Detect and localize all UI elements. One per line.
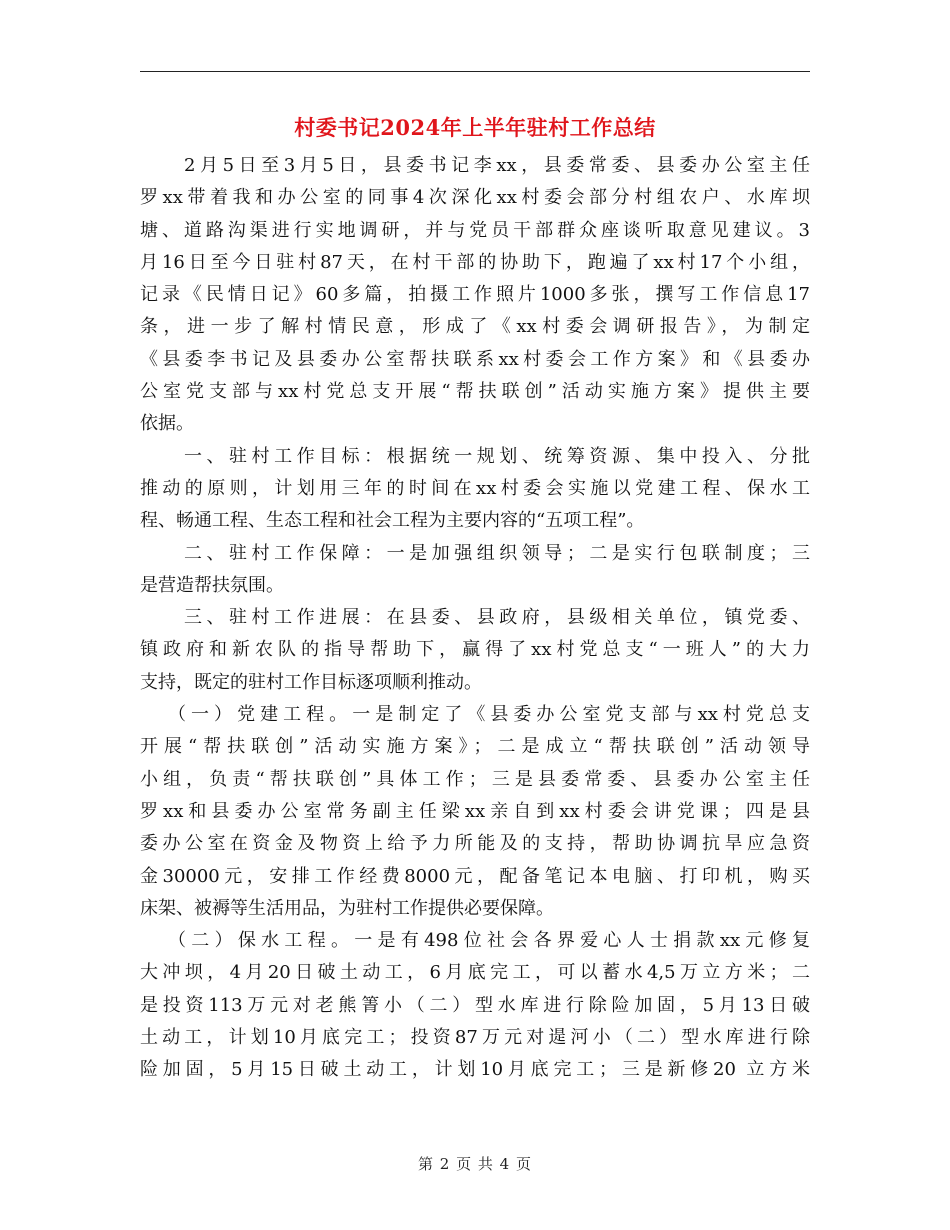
text-line: 床架、被褥等生活用品，为驻村工作提供必要保障。 [140, 897, 554, 919]
text-line: 一、驻村工作目标：根据统一规划、统筹资源、集中投入、分批 [184, 445, 810, 467]
text-line: 罗xx带着我和办公室的同事4次深化xx村委会部分村组农户、水库坝 [140, 187, 810, 209]
text-line: 是投资113万元对老熊箐小（二）型水库进行除险加固，5月13日破 [140, 994, 810, 1016]
text-line: （二）保水工程。一是有498位社会各界爱心人士捐款xx元修复 [168, 930, 810, 952]
text-line: 推动的原则，计划用三年的时间在xx村委会实施以党建工程、保水工 [140, 477, 810, 499]
text-line: 土动工，计划10月底完工；投资87万元对遈河小（二）型水库进行除 [140, 1027, 810, 1049]
header-rule [140, 71, 810, 72]
text-line: （一）党建工程。一是制定了《县委办公室党支部与xx村党总支 [168, 704, 810, 726]
text-line: 塘、道路沟渠进行实地调研，并与党员干部群众座谈听取意见建议。3 [140, 219, 810, 241]
text-line: 《县委李书记及县委办公室帮扶联系xx村委会工作方案》和《县委办 [140, 348, 810, 370]
text-line: 2月5日至3月5日，县委书记李xx，县委常委、县委办公室主任 [184, 155, 810, 176]
text-line: 公室党支部与xx村党总支开展“帮扶联创”活动实施方案》提供主要 [140, 381, 810, 403]
text-line: 依据。 [140, 413, 194, 435]
text-line: 小组，负责“帮扶联创”具体工作；三是县委常委、县委办公室主任 [140, 768, 810, 790]
text-line: 条，进一步了解村情民意，形成了《xx村委会调研报告》，为制定 [140, 316, 810, 338]
text-line: 开展“帮扶联创”活动实施方案》；二是成立“帮扶联创”活动领导 [140, 736, 810, 758]
text-line: 是营造帮扶氛围。 [140, 574, 284, 596]
text-line: 大冲坝，4月20日破土动工，6月底完工，可以蓄水4,5万立方米；二 [140, 962, 810, 984]
document-body [140, 150, 810, 1087]
text-line: 罗xx和县委办公室常务副主任梁xx亲自到xx村委会讲党课；四是县 [140, 800, 810, 822]
text-line: 委办公室在资金及物资上给予力所能及的支持，帮助协调抗旱应急资 [140, 833, 810, 855]
document-title: 村委书记2024年上半年驻村工作总结 [294, 115, 656, 140]
text-line: 支持，既定的驻村工作目标逐项顺利推动。 [140, 671, 482, 693]
text-line: 二、驻村工作保障：一是加强组织领导；二是实行包联制度；三 [184, 542, 810, 564]
page-footer: 第 2 页 共 4 页 [418, 1155, 532, 1173]
text-line: 程、畅通工程、生态工程和社会工程为主要内容的“五项工程”。 [140, 510, 645, 532]
text-line: 镇政府和新农队的指导帮助下，赢得了xx村党总支“一班人”的大力 [140, 639, 810, 661]
text-line: 记录《民情日记》60多篇，拍摄工作照片1000多张，撰写工作信息17 [140, 284, 810, 306]
text-line: 金30000元，安排工作经费8000元，配备笔记本电脑、打印机，购买 [140, 865, 810, 887]
text-line: 三、驻村工作进展：在县委、县政府，县级相关单位，镇党委、 [184, 607, 810, 629]
text-line: 险加固，5月15日破土动工，计划10月底完工；三是新修20 立方米 [140, 1059, 810, 1081]
text-line: 月16日至今日驻村87天，在村干部的协助下，跑遍了xx村17个小组， [140, 251, 810, 273]
